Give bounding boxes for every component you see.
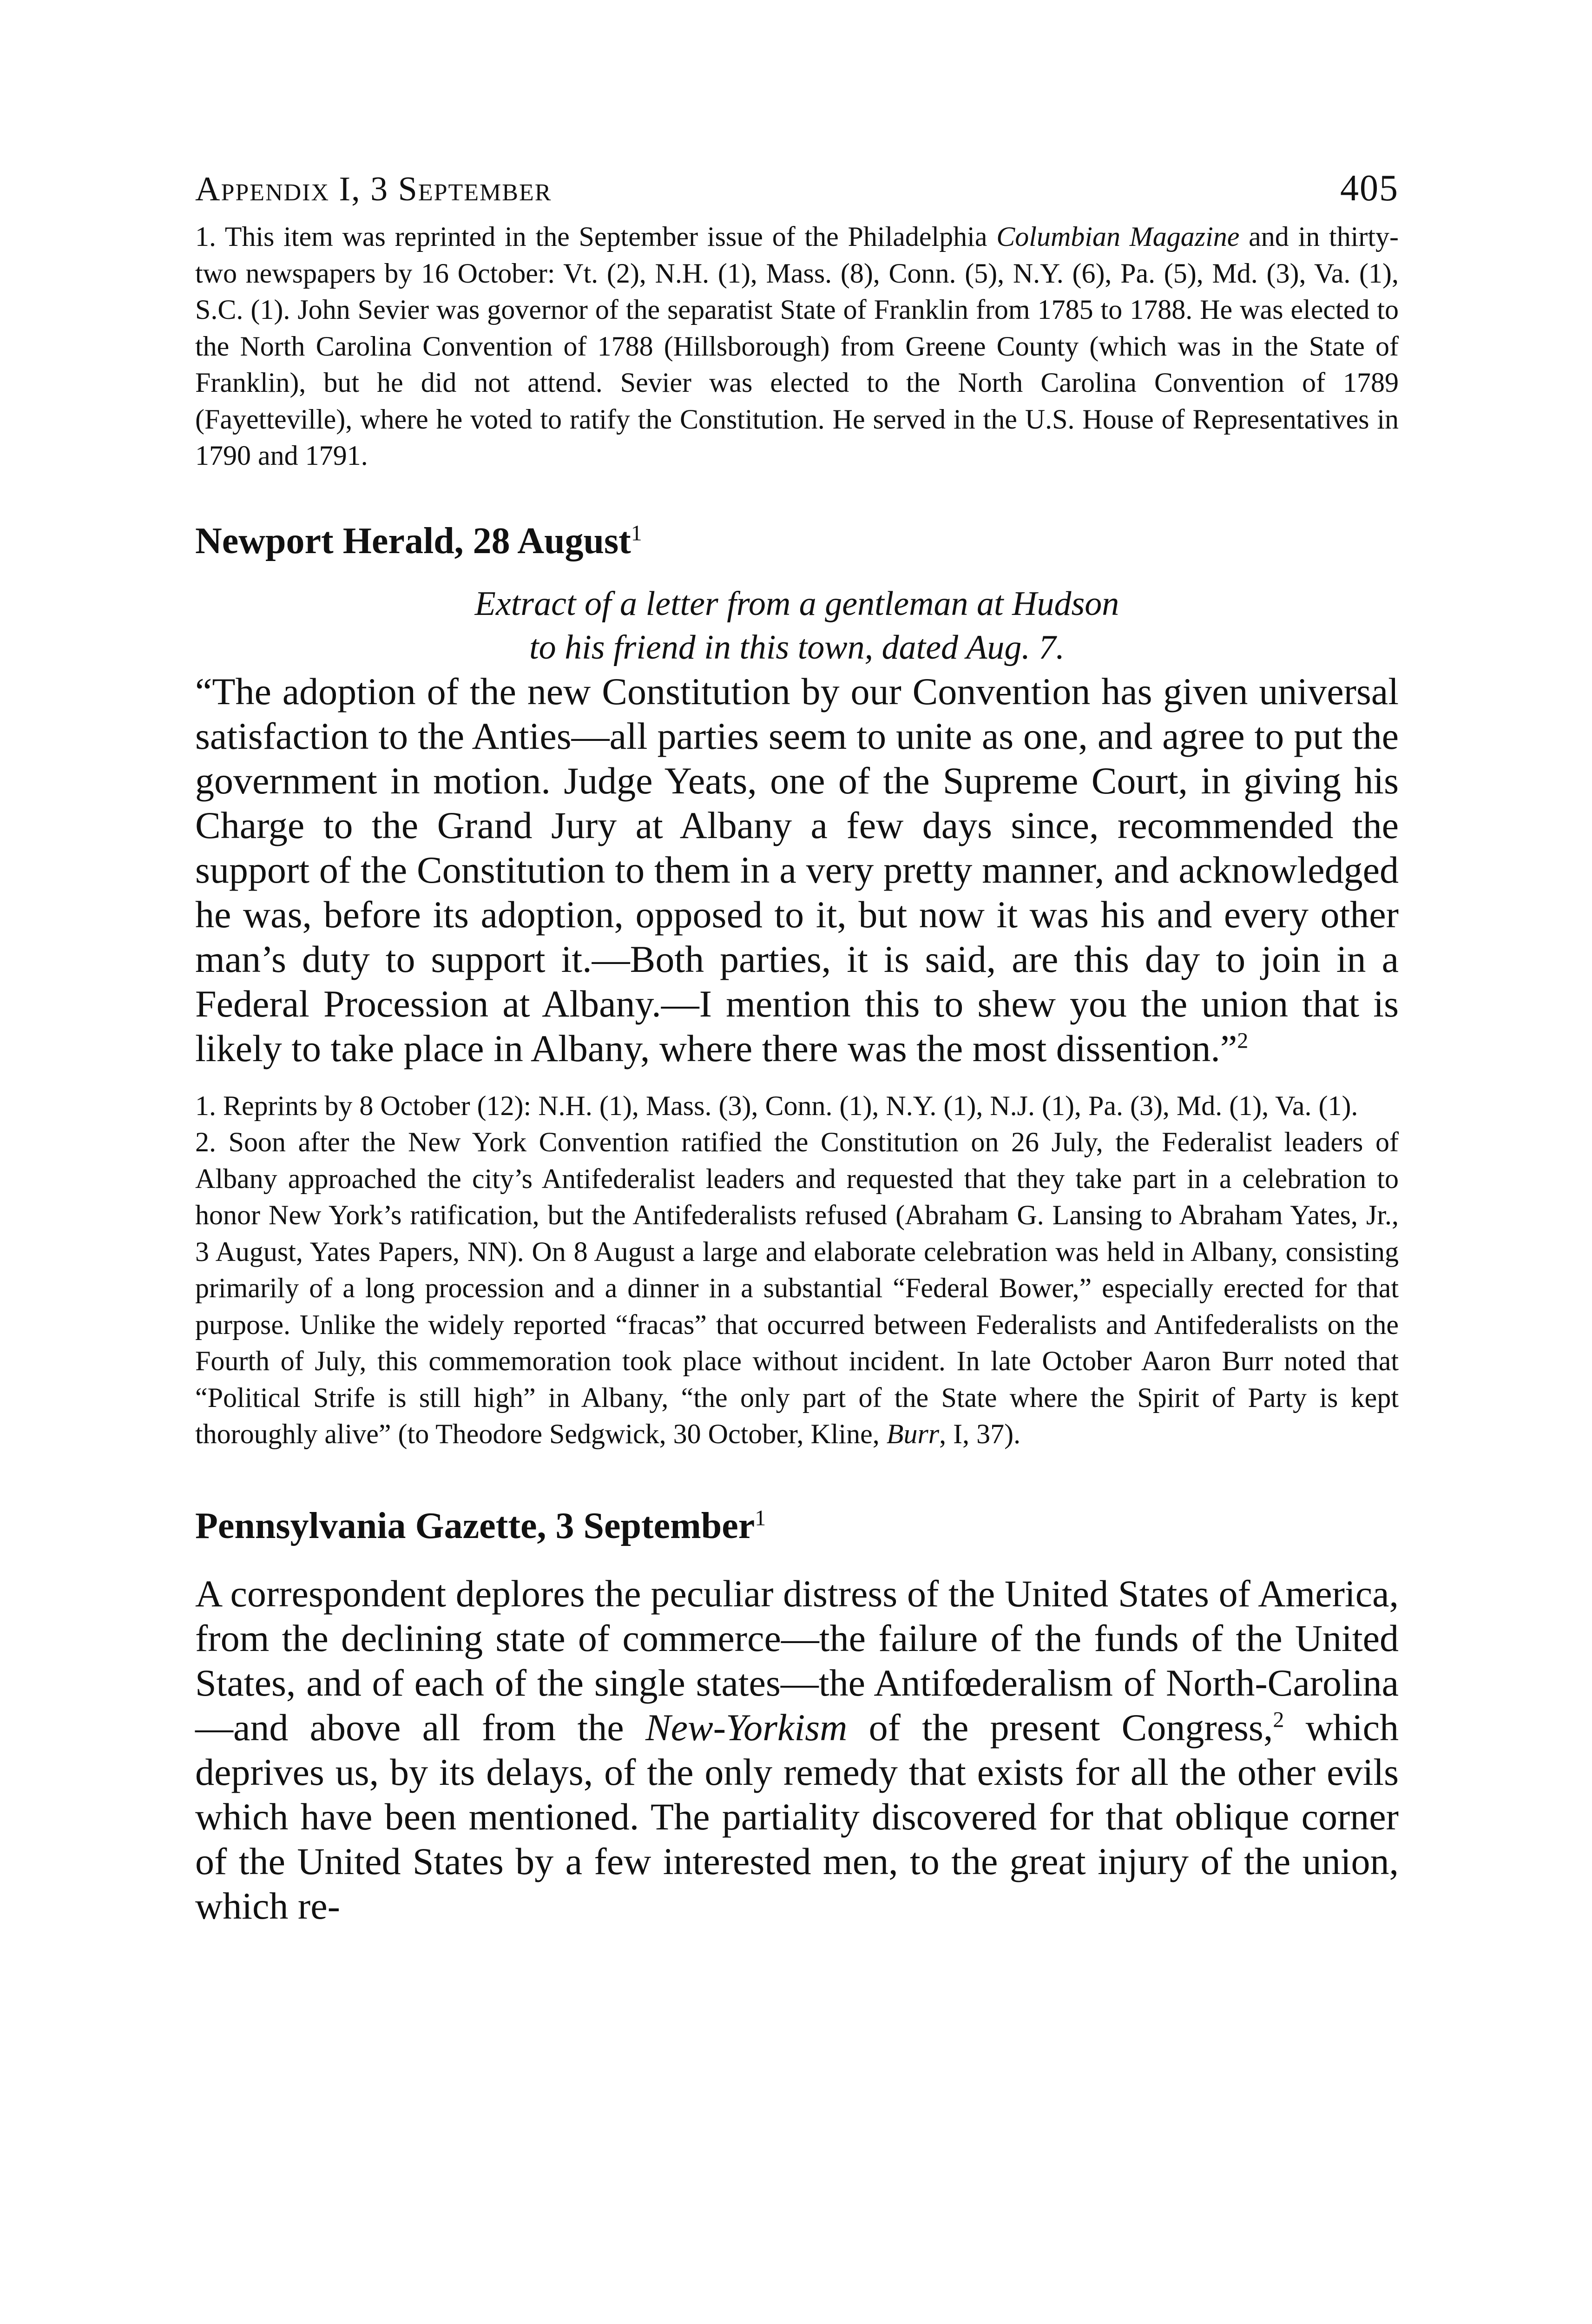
pennsylvania-gazette-body: A correspondent deplores the peculiar distress of the United States of America, from the declining state of commerce—the failure of the funds of the United States, and of each of the single states—the Antifœderalism of North-Carolina—and above all from the New-Yorkism of the present Congress,$^2$ which deprives us, by its delays, of the only remedy that exists for all the other evils which have been mentioned. The partiality discovered for that oblique corner of the United States by a few interested men, to the great injury of the union, which re- [195, 1572, 1399, 1927]
italic-term: New-Yorkism [645, 1706, 848, 1749]
body-note-marker: 2 [1273, 1707, 1284, 1732]
citation-title: Burr [886, 1419, 940, 1449]
running-head-title: Appendix I, 3 September [195, 170, 552, 208]
section-heading-pennsylvania-gazette: Pennsylvania Gazette, 3 September$^1$ [195, 1505, 766, 1546]
dateline-line-1: Extract of a letter from a gentleman at Hudson [474, 584, 1119, 623]
heading-note-marker: 1 [631, 520, 642, 545]
footnote-1: 1. Reprints by 8 October (12): N.H. (1), Mass. (3), Conn. (1), N.Y. (1), N.J. (1), Pa. (3), Md. (1), Va. (1). [195, 1090, 1358, 1121]
newport-herald-body: “The adoption of the new Constitution by our Convention has given universal satisfaction to the Anties—all parties seem to unite as one, and agree to put the government in motion. Judge Yeats, one of the Supreme Court, in giving his Charge to the Grand Jury at Albany a few days since, recommended the support of the Constitution to them in a very pretty manner, and acknowledged he was, before its adoption, opposed to it, but now it was his and every other man’s duty to support it.—Both parties, it is said, are this day to join in a Federal Procession at Albany.—I mention this to shew you the union that is likely to take place in Albany, where there was the most dissention.”$^2$ [195, 670, 1399, 1070]
running-head [195, 167, 1399, 218]
body-note-marker: 2 [1237, 1028, 1249, 1053]
dateline-line-2: to his friend in this town, dated Aug. 7. [529, 628, 1065, 667]
top-footnote [195, 218, 1399, 474]
publication-title: Columbian Magazine [996, 221, 1240, 252]
document-page [195, 167, 1399, 1928]
newport-footnotes [195, 1088, 1399, 1452]
page-number: 405 [1340, 168, 1399, 209]
heading-note-marker: 1 [755, 1505, 766, 1530]
section-heading-newport-herald: Newport Herald, 28 August$^1$ [195, 520, 642, 561]
footnote-2: 2. Soon after the New York Convention ratified the Constitution on 26 July, the Federalist leaders of Albany approached the city’s Antifederalist leaders and requested that they take part in a celebration to honor New York’s ratification, but the Antifederalists refused (Abraham G. Lansing to Abraham Yates, Jr., 3 August, Yates Papers, NN). On 8 August a large and elaborate celebration was held in Albany, consisting primarily of a long procession and a dinner in a substantial “Federal Bower,” especially erected for that purpose. Unlike the widely reported “fracas” that occurred between Federalists and Antifederalists on the Fourth of July, this commemoration took place without incident. In late October Aaron Burr noted that “Political Strife is still high” in Albany, “the only part of the State where the Spirit of Party is kept thoroughly alive” (to Theodore Sedgwick, 30 October, Kline, Burr, I, 37). [195, 1127, 1399, 1449]
top-footnote-text: 1. This item was reprinted in the September issue of the Philadelphia Columbian Magazine and in thirty-two newspapers by 16 October: Vt. (2), N.H. (1), Mass. (8), Conn. (5), N.Y. (6), Pa. (5), Md. (3), Va. (1), S.C. (1). John Sevier was governor of the separatist State of Franklin from 1785 to 1788. He was elected to the North Carolina Convention of 1788 (Hillsborough) from Greene County (which was in the State of Franklin), but he did not attend. Sevier was elected to the North Carolina Convention of 1789 (Fayetteville), where he voted to ratify the Constitution. He served in the U.S. House of Representatives in 1790 and 1791. [195, 221, 1399, 471]
